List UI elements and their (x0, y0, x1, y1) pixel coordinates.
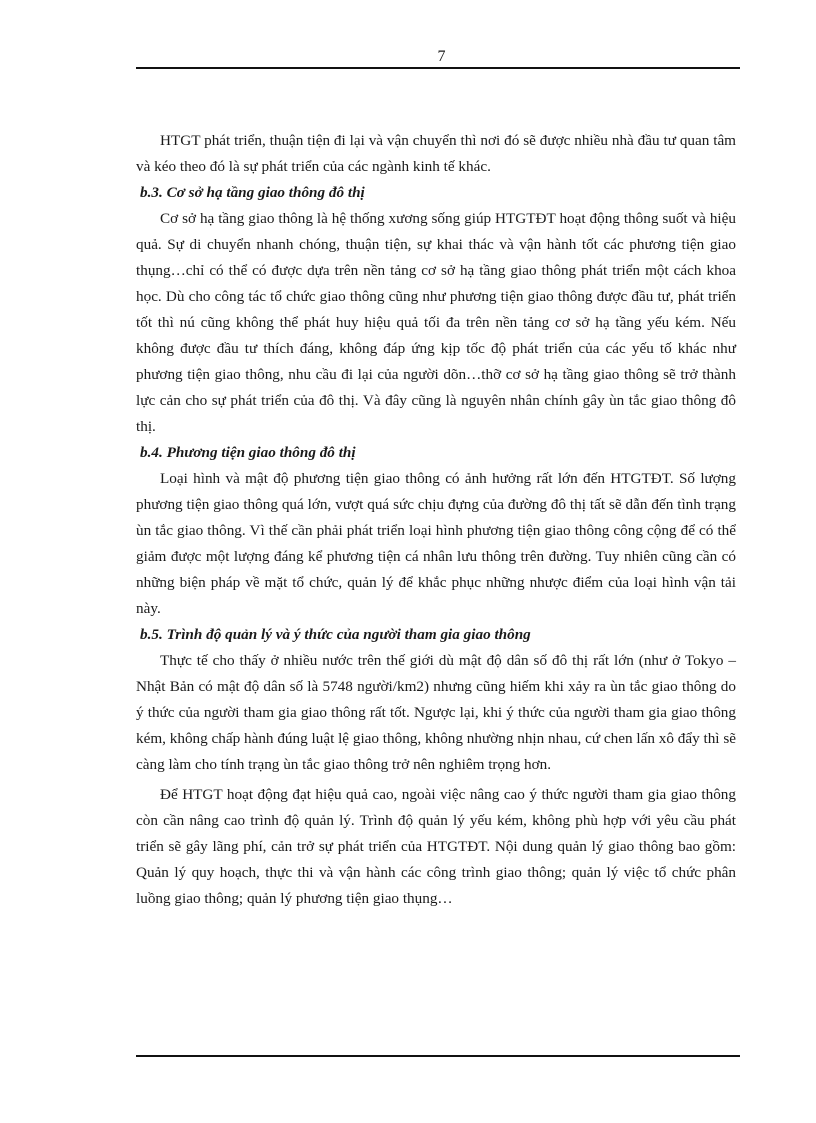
section-b5-paragraph-2: Để HTGT hoạt động đạt hiệu quả cao, ngoài việc nâng cao ý thức người tham gia giao thông còn cần nâng cao trình độ quản lý. Trình độ quản lý yếu kém, không phù hợp với yêu cầu phát triển sẽ gây lãng phí, cản trở sự phát triển của HTGTĐT. Nội dung quản lý giao thông bao gồm: Quản lý quy hoạch, thực thi và vận hành các công trình giao thông; quản lý việc tổ chức phân luồng giao thông; quản lý phương tiện giao thụng… (136, 786, 736, 907)
section-heading-b3: b.3. Cơ sở hạ tầng giao thông đô thị (140, 184, 365, 201)
section-b3-paragraph: Cơ sở hạ tầng giao thông là hệ thống xương sống giúp HTGTĐT hoạt động thông suốt và hiệu quả. Sự di chuyển nhanh chóng, thuận tiện, sự khai thác và vận hành tốt các phương tiện giao thụng…chỉ có thể có được dựa trên nền tảng cơ sở hạ tầng giao thông phát triển một cách khoa học. Dù cho công tác tổ chức giao thông cũng như phương tiện giao thông được đầu tư, phát triển tốt thì nú cũng không thể phát huy hiệu quả tối đa trên nền tảng cơ sở hạ tầng yếu kém. Nếu không được đầu tư thích đáng, không đáp ứng kịp tốc độ phát triển của các yếu tố khác như phương tiện giao thông, nhu cầu đi lại của người dõn…thỡ cơ sở hạ tầng giao thông sẽ trở thành lực cản cho sự phát triển của đô thị. Và đây cũng là nguyên nhân chính gây ùn tắc giao thông đô thị. (136, 210, 736, 435)
footer-rule (136, 1055, 740, 1057)
header-rule (136, 67, 740, 69)
section-b4-paragraph: Loại hình và mật độ phương tiện giao thông có ảnh hưởng rất lớn đến HTGTĐT. Số lượng phương tiện giao thông quá lớn, vượt quá sức chịu đựng của đường đô thị tất sẽ dẫn đến tình trạng ùn tắc giao thông. Vì thế cần phải phát triển loại hình phương tiện giao thông công cộng để có thể giảm được một lượng đáng kể phương tiện cá nhân lưu thông trên đường. Tuy nhiên cũng cần có những biện pháp về mặt tổ chức, quản lý để khắc phục những nhược điểm của loại hình vận tải này. (136, 470, 736, 617)
section-b5-paragraph-1: Thực tế cho thấy ở nhiều nước trên thế giới dù mật độ dân số đô thị rất lớn (như ở Tokyo – Nhật Bản có mật độ dân số là 5748 người/km2) nhưng cũng hiếm khi xảy ra ùn tắc giao thông do ý thức của người tham gia giao thông rất tốt. Ngược lại, khi ý thức của người tham gia giao thông kém, không chấp hành đúng luật lệ giao thông, không nhường nhịn nhau, cứ chen lấn xô đẩy thì sẽ càng làm cho tính trạng ùn tắc giao thông trở nên nghiêm trọng hơn. (136, 652, 736, 773)
document-body (136, 128, 736, 912)
page-number: 7 (437, 48, 446, 65)
section-heading-b4: b.4. Phương tiện giao thông đô thị (140, 444, 356, 461)
intro-paragraph: HTGT phát triển, thuận tiện đi lại và vận chuyển thì nơi đó sẽ được nhiều nhà đầu tư quan tâm và kéo theo đó là sự phát triển của các ngành kinh tế khác. (136, 132, 736, 175)
section-heading-b5: b.5. Trình độ quản lý và ý thức của người tham gia giao thông (140, 626, 531, 643)
